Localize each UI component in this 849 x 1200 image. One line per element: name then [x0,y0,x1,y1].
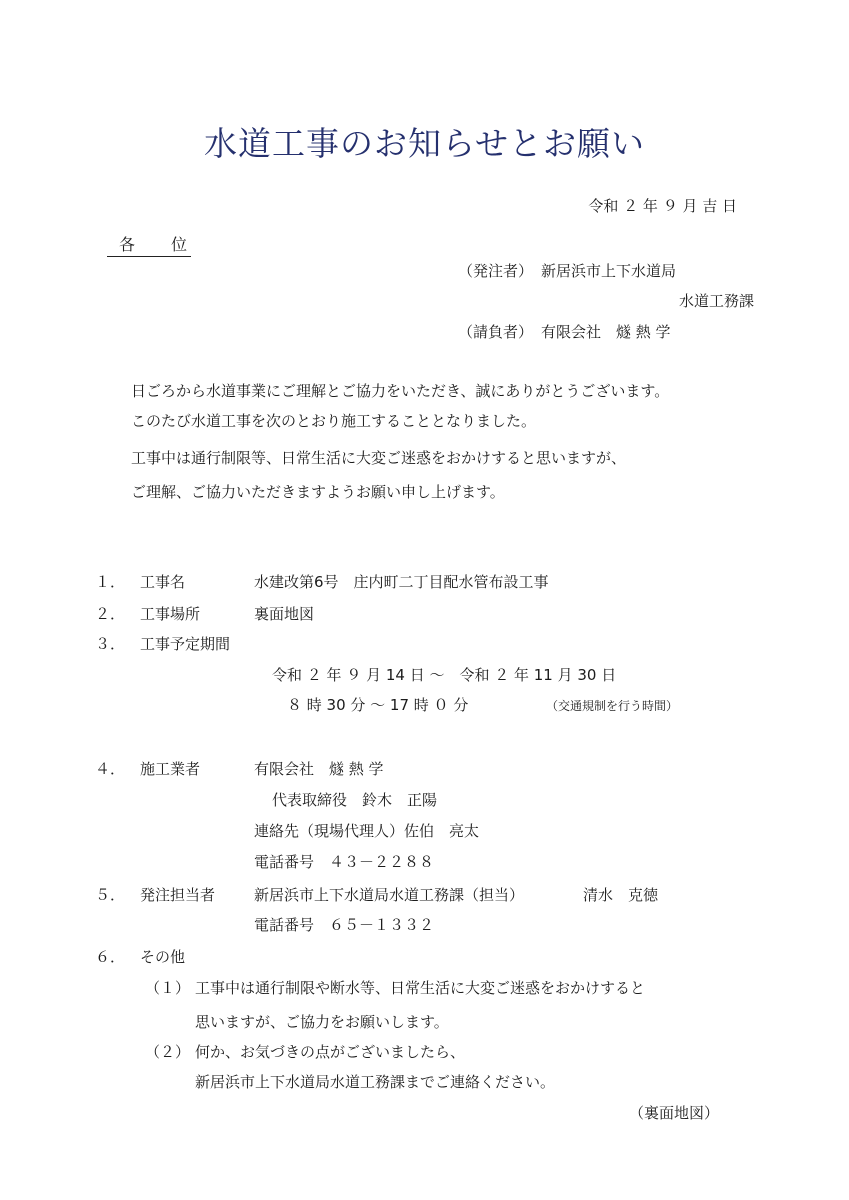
footer-note: （裏面地図） [628,1104,719,1122]
item-4-company: 有限会社 燧 熱 学 [254,760,384,778]
item-4-number: ４． [95,760,126,778]
item-3-period: 令和 ２ 年 ９ 月 14 日 〜 令和 ２ 年 11 月 30 日 [272,666,617,684]
orderer-label: （発注者） [458,262,534,280]
item-6-number: ６． [95,948,126,966]
item-1-number: １． [95,573,126,591]
greeting-line-2: このたび水道工事を次のとおり施工することとなりました。 [131,412,537,430]
orderer-name: 新居浜市上下水道局 [541,262,677,280]
item-6-sub-1-number: （１） [145,979,191,997]
greeting-line-4: ご理解、ご協力いただきますようお願い申し上げます。 [131,483,505,501]
item-6-sub-1-line-2: 思いますが、ご協力をお願いします。 [195,1013,449,1031]
addressee-second: 位 [171,235,188,254]
item-5-number: ５． [95,886,126,904]
item-4-label: 施工業者 [140,760,201,778]
addressee [107,232,191,257]
item-1-value: 水建改第6号 庄内町二丁目配水管布設工事 [254,573,549,591]
contractor-label: （請負者） [458,323,534,341]
item-6-sub-2-line-2: 新居浜市上下水道局水道工務課までご連絡ください。 [195,1073,556,1091]
orderer-dept: 水道工務課 [678,292,754,310]
item-4-contact: 連絡先（現場代理人）佐伯 亮太 [254,822,480,840]
issue-date: 令和 ２ 年 ９ 月 吉 日 [588,197,737,215]
item-3-hours: ８ 時 30 分 〜 17 時 ０ 分 [287,696,469,714]
item-5-person: 清水 克徳 [583,886,659,904]
item-1-label: 工事名 [140,573,186,591]
addressee-first: 各 [119,235,136,254]
item-5-phone: 電話番号 ６５－１３３２ [254,916,435,934]
item-2-number: ２． [95,605,126,623]
item-6-label: その他 [140,948,186,966]
item-3-number: ３． [95,635,126,653]
item-4-representative: 代表取締役 鈴木 正陽 [272,791,438,809]
item-6-sub-2-number: （２） [145,1043,191,1061]
item-6-sub-2-line-1: 何か、お気づきの点がございましたら、 [195,1043,466,1061]
item-3-hours-note: （交通規制を行う時間） [546,699,679,713]
item-3-label: 工事予定期間 [140,635,231,653]
item-2-value: 裏面地図 [254,605,315,623]
item-4-phone: 電話番号 ４３－２２８８ [254,853,435,871]
item-5-dept: 新居浜市上下水道局水道工務課（担当） [254,886,525,904]
item-6-sub-1-line-1: 工事中は通行制限や断水等、日常生活に大変ご迷惑をおかけすると [195,979,646,997]
greeting-line-1: 日ごろから水道事業にご理解とご協力をいただき、誠にありがとうございます。 [131,382,670,400]
contractor-name: 有限会社 燧 熱 学 [541,323,671,341]
page-title: 水道工事のお知らせとお願い [203,124,645,163]
item-2-label: 工事場所 [140,605,201,623]
item-5-label: 発注担当者 [140,886,216,904]
greeting-line-3: 工事中は通行制限等、日常生活に大変ご迷惑をおかけすると思いますが、 [131,449,627,467]
